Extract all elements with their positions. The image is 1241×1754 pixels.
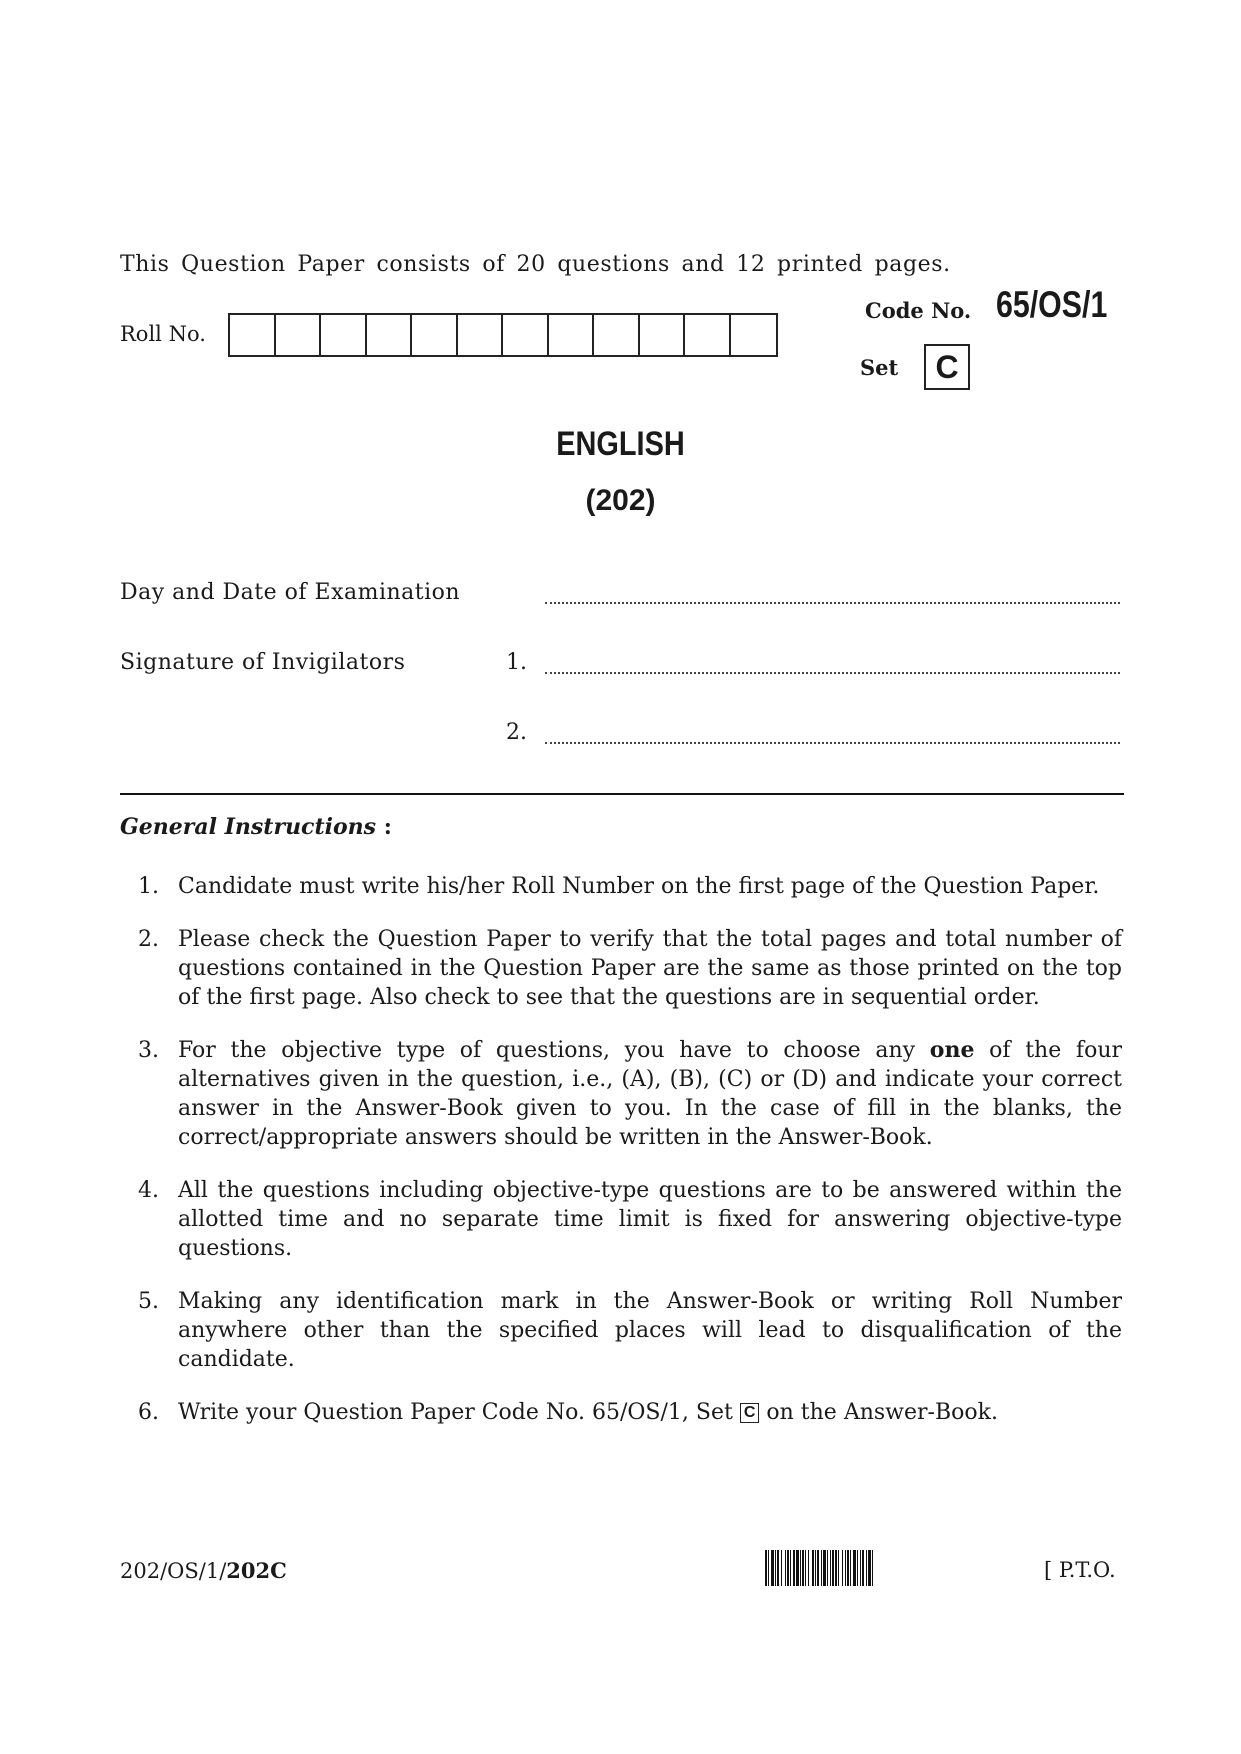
instruction-text: Candidate must write his/her Roll Number on the first page of the Question Paper. [178,874,1100,899]
instruction-item [120,872,1122,901]
instruction-text: Making any identification mark in the Answer-Book or writing Roll Number anywhere other than the specified places will lead to disqualification of the candidate. [178,1289,1122,1372]
roll-number-box[interactable] [731,315,777,355]
roll-number-box[interactable] [594,315,640,355]
set-value-box: C [924,344,970,390]
roll-number-box[interactable] [412,315,458,355]
instruction-text: Please check the Question Paper to verify that the total pages and total number of questions contained in the Question Paper are the same as those printed on the top of the first page. Also check to see that the questions are in sequential order. [178,927,1122,1010]
invigilator-1-number: 1. [506,650,527,675]
instruction-text: Write your Question Paper Code No. 65/OS/1, Set C on the Answer-Book. [178,1400,998,1425]
invigilator-signature-label: Signature of Invigilators [120,650,406,675]
instruction-item [120,925,1122,1012]
roll-number-box[interactable] [503,315,549,355]
roll-number-box[interactable] [640,315,686,355]
invigilator-2-number: 2. [506,720,527,745]
roll-number-label: Roll No. [120,322,206,346]
roll-number-box[interactable] [230,315,276,355]
roll-number-box[interactable] [367,315,413,355]
set-label: Set [860,355,899,380]
barcode-icon [765,1550,875,1586]
instruction-number: 4. [138,1178,159,1203]
emphasis-one: one [929,1037,975,1063]
instructions-list [120,872,1122,1451]
subject-code: (202) [585,484,656,517]
paper-code-footer: 202/OS/1/202C [120,1558,287,1583]
instruction-text: All the questions including objective-type questions are to be answered within the allotted time and no separate time limit is fixed for answering objective-type questions. [178,1178,1122,1261]
instructions-heading: General Instructions : [120,814,392,840]
paper-info: This Question Paper consists of 20 questions and 12 printed pages. [120,252,951,277]
roll-number-box[interactable] [276,315,322,355]
instruction-item [120,1036,1122,1152]
code-number-value: 65/OS/1 [996,284,1108,325]
instruction-number: 6. [138,1400,159,1425]
roll-number-box[interactable] [458,315,504,355]
subject-title: ENGLISH [556,425,685,463]
instruction-text: For the objective type of questions, you have to choose any one of the four alternatives given in the question, i.e., (A), (B), (C) or (D) and indicate your correct answer in the Answer-Book given to you. In the case of fill in the blanks, the correct/appropriate answers should be written in the Answer-Book. [178,1037,1122,1150]
instruction-item [120,1287,1122,1374]
invigilator-1-line[interactable] [545,672,1120,674]
instruction-item [120,1398,1122,1427]
roll-number-box[interactable] [549,315,595,355]
roll-number-box[interactable] [321,315,367,355]
set-inline-box: C [740,1403,760,1423]
instruction-number: 2. [138,927,159,952]
exam-date-label: Day and Date of Examination [120,580,461,605]
roll-number-box[interactable] [685,315,731,355]
instruction-number: 1. [138,874,159,899]
pto-label: [ P.T.O. [1044,1558,1116,1582]
exam-date-line[interactable] [545,602,1120,604]
instruction-number: 5. [138,1289,159,1314]
instruction-item [120,1176,1122,1263]
invigilator-2-line[interactable] [545,742,1120,744]
instruction-number: 3. [138,1038,159,1063]
code-number-label: Code No. [865,298,972,323]
roll-number-boxes[interactable] [228,313,778,357]
section-divider [120,793,1124,795]
